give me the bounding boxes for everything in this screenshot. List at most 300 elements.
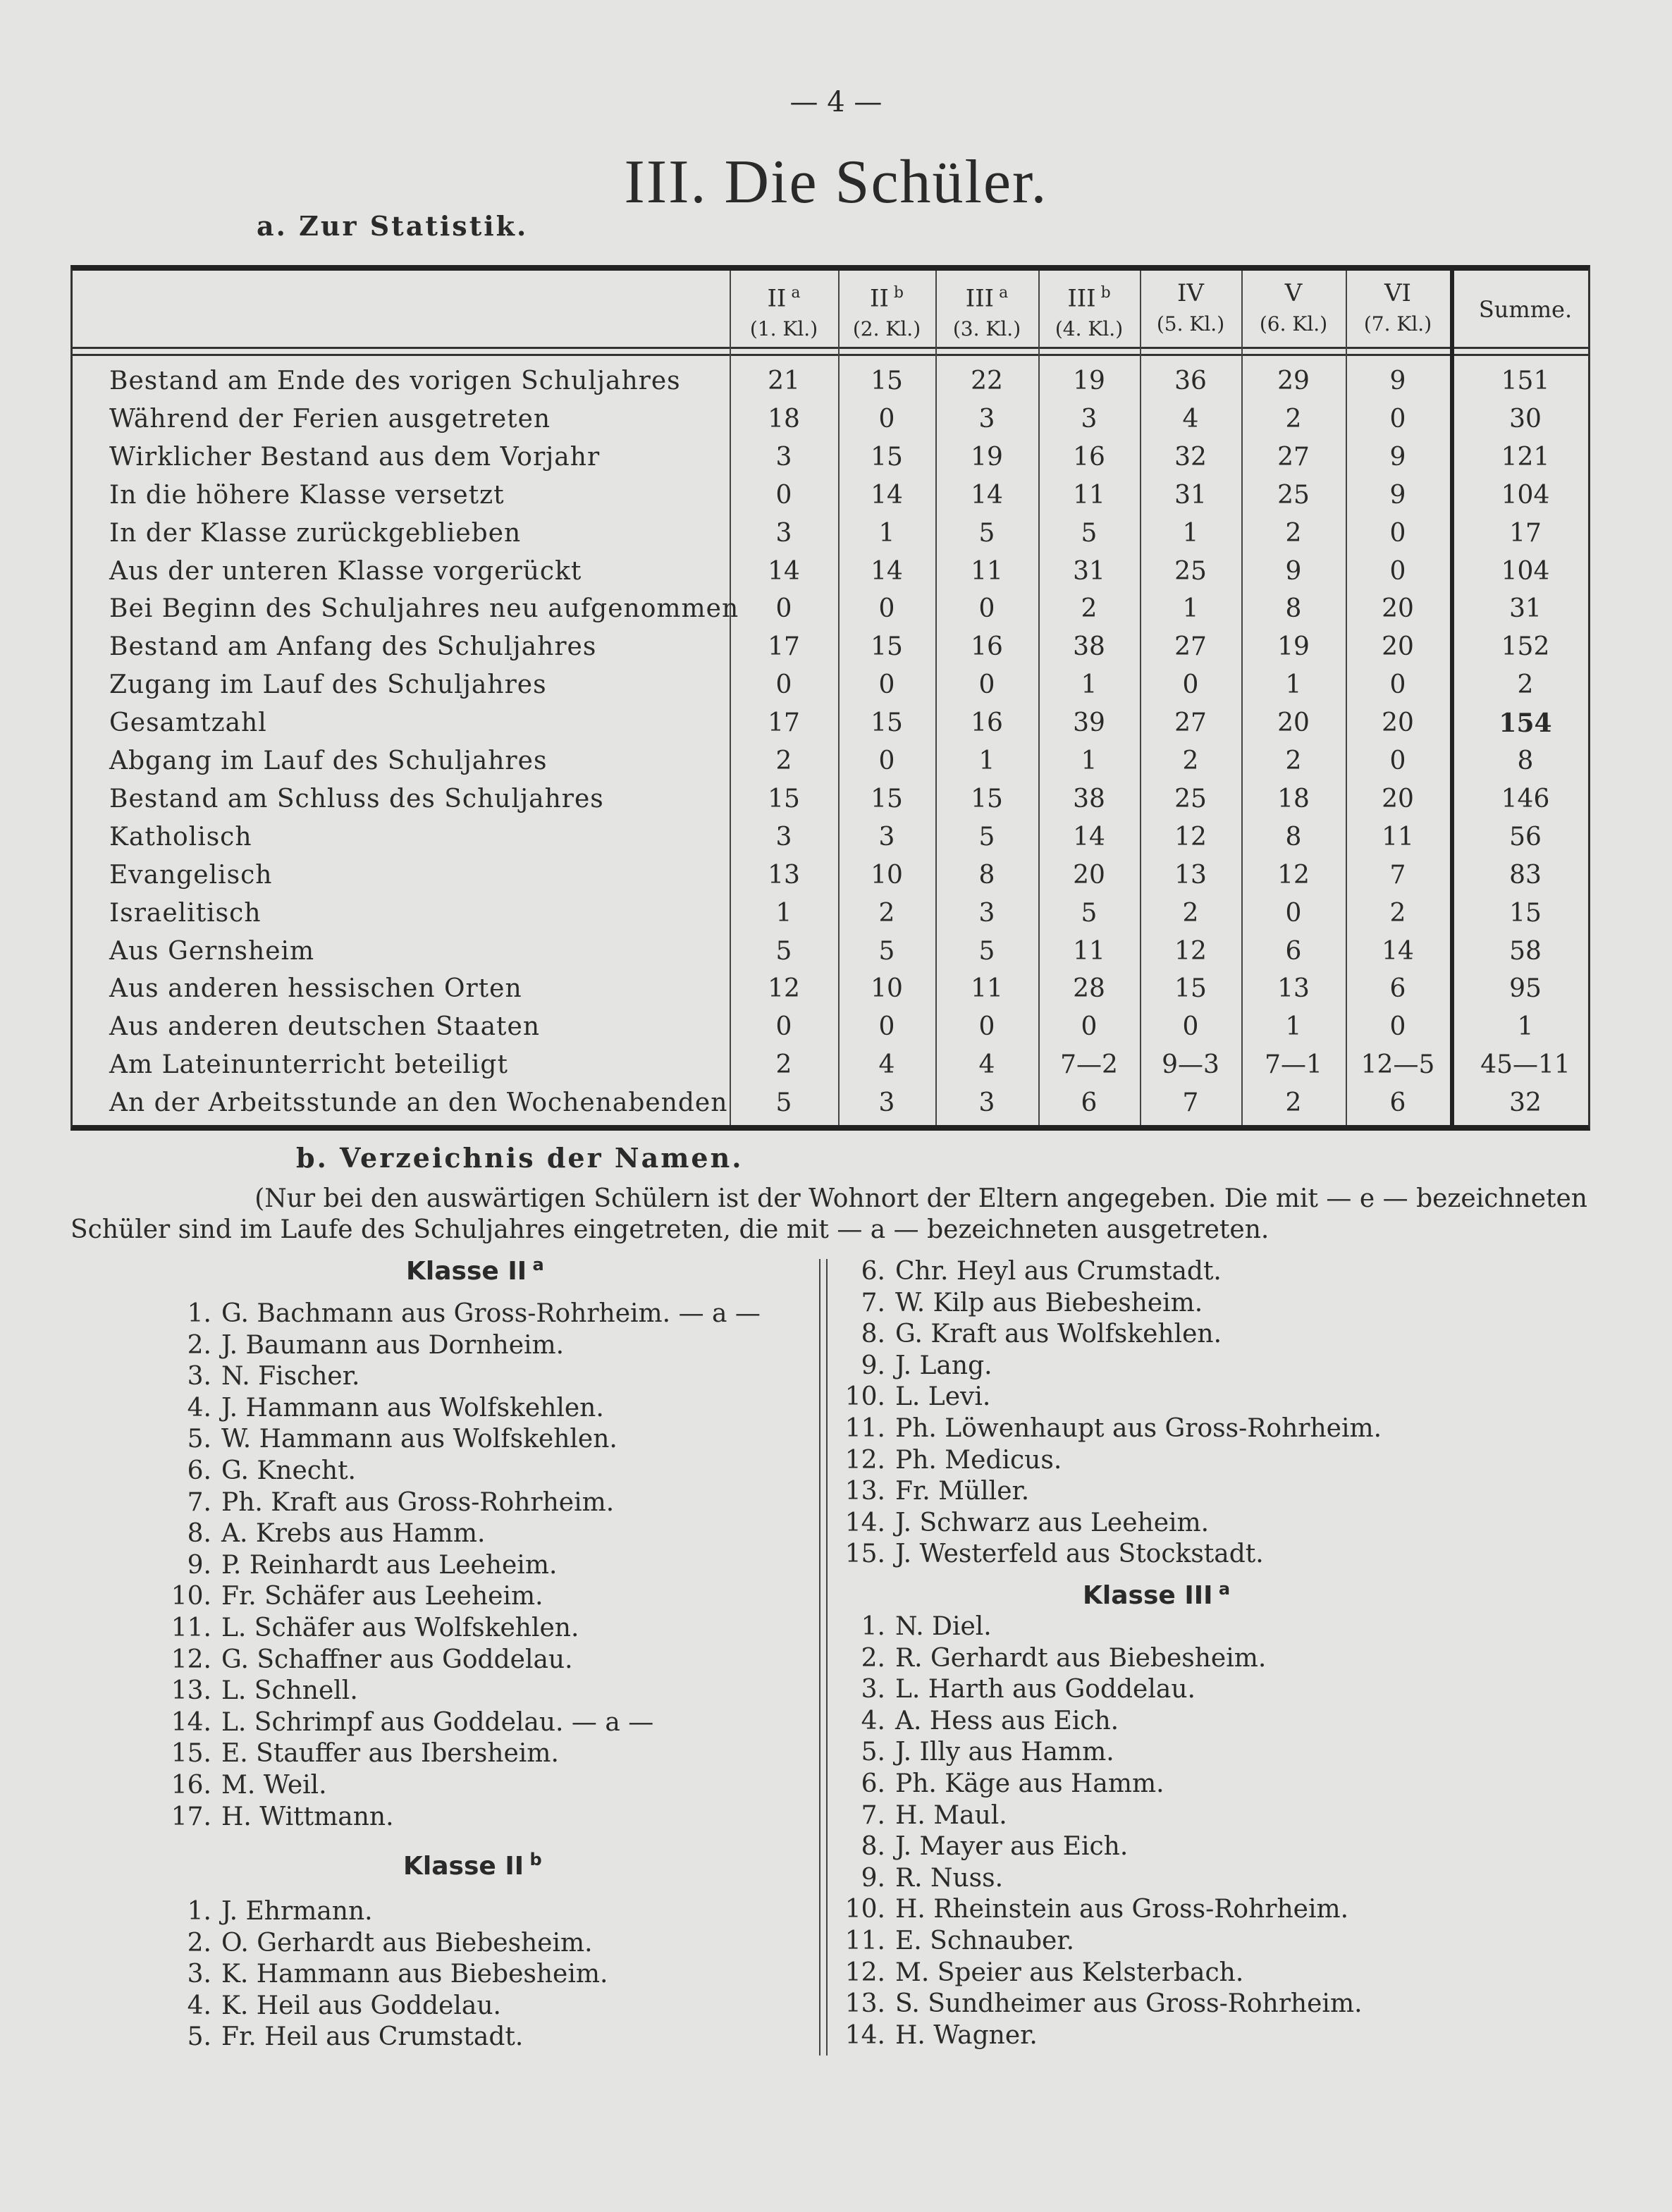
table-cell: 5 — [775, 936, 792, 966]
table-cell: 0 — [1389, 670, 1406, 700]
list-item-name: A. Hess aus Eich. — [895, 1706, 1119, 1735]
list-item — [843, 1508, 1209, 1539]
table-cell: 3 — [978, 1088, 995, 1118]
list-item-name: L. Schrimpf aus Goddelau. — a — — [221, 1707, 654, 1737]
list-item — [169, 1770, 327, 1801]
table-row — [73, 1046, 1588, 1084]
sum-cell: 146 — [1501, 784, 1550, 813]
row-label: Aus anderen deutschen Staaten — [109, 1012, 541, 1042]
list-item — [169, 1896, 373, 1927]
row-label: Während der Ferien ausgetreten — [109, 404, 551, 434]
list-item-name: E. Schnauber. — [895, 1927, 1075, 1955]
table-cell: 9 — [1389, 442, 1406, 472]
table-cell: 7—2 — [1060, 1050, 1118, 1080]
list-item — [843, 1737, 1114, 1768]
table-cell: 12 — [1174, 822, 1207, 852]
column-header — [1346, 278, 1450, 340]
list-item-name: J. Baumann aus Dornheim. — [221, 1330, 565, 1360]
table-cell: 8 — [1285, 822, 1302, 852]
class-heading-text: Klasse II — [406, 1257, 527, 1286]
table-cell: 12 — [768, 974, 800, 1004]
list-item-name: K. Heil aus Goddelau. — [221, 1991, 501, 2020]
table-cell: 12—5 — [1360, 1050, 1435, 1080]
list-item-number: 4. — [187, 1991, 211, 2020]
table-row — [73, 1008, 1588, 1046]
list-item-name: M. Speier aus Kelsterbach. — [895, 1958, 1244, 1987]
table-cell: 28 — [1073, 974, 1105, 1004]
list-item — [843, 1288, 1203, 1319]
list-item — [169, 1802, 394, 1833]
table-cell: 14 — [871, 556, 903, 586]
table-cell: 25 — [1174, 784, 1207, 813]
row-label: Israelitisch — [109, 898, 262, 928]
list-item-name: L. Schnell. — [221, 1676, 358, 1706]
table-cell: 16 — [971, 632, 1003, 662]
table-cell: 12 — [1277, 860, 1310, 890]
table-cell: 0 — [1285, 898, 1302, 928]
column-class-number: (5. Kl.) — [1156, 312, 1225, 336]
list-item-number: 5. — [861, 1738, 885, 1767]
list-item — [843, 1256, 1222, 1287]
list-item-name: K. Hammann aus Biebesheim. — [221, 1960, 608, 1989]
list-item-name: J. Westerfeld aus Stockstadt. — [895, 1540, 1264, 1569]
class-heading — [1083, 1579, 1230, 1610]
table-cell: 1 — [1081, 670, 1098, 700]
table-cell: 4 — [978, 1050, 995, 1080]
column-name: III — [965, 284, 995, 313]
list-item — [169, 1361, 359, 1392]
list-item — [169, 2022, 523, 2053]
table-cell: 7 — [1389, 860, 1406, 890]
table-cell: 5 — [978, 518, 995, 548]
table-cell: 2 — [775, 746, 792, 775]
class-heading-text: Klasse III — [1083, 1581, 1213, 1610]
list-item-number: 14. — [171, 1707, 211, 1737]
section-a-title: a. Zur Statistik. — [257, 210, 529, 242]
table-row — [73, 856, 1588, 895]
row-label: Gesamtzahl — [109, 708, 267, 738]
table-cell: 20 — [1382, 708, 1414, 738]
list-item-name: L. Schäfer aus Wolfskehlen. — [221, 1614, 579, 1642]
class-heading — [406, 1255, 544, 1286]
table-row — [73, 704, 1588, 742]
list-item-number: 2. — [187, 1330, 211, 1360]
list-item-name: W. Hammann aus Wolfskehlen. — [221, 1425, 617, 1454]
list-item-name: N. Fischer. — [221, 1362, 360, 1391]
table-cell: 9 — [1285, 556, 1302, 586]
table-cell: 0 — [978, 670, 995, 700]
table-row — [73, 400, 1588, 438]
column-header — [1038, 278, 1140, 345]
table-cell: 5 — [1081, 518, 1098, 548]
list-item — [169, 1613, 579, 1644]
table-cell: 8 — [978, 860, 995, 890]
table-row — [73, 742, 1588, 780]
list-item-name: Ph. Kraft aus Gross-Rohrheim. — [221, 1487, 615, 1517]
list-item — [843, 1989, 1363, 2020]
table-cell: 0 — [1389, 556, 1406, 586]
list-item-name: H. Maul. — [895, 1800, 1007, 1830]
row-label: Am Lateinunterricht beteiligt — [109, 1050, 508, 1080]
table-cell: 18 — [768, 404, 800, 434]
table-cell: 2 — [1285, 404, 1302, 434]
list-item-number: 13. — [171, 1676, 211, 1706]
table-cell: 2 — [1389, 898, 1406, 928]
sum-column-header: Summe. — [1478, 296, 1573, 323]
row-label: Aus anderen hessischen Orten — [109, 974, 522, 1004]
list-item-number: 6. — [861, 1769, 885, 1798]
column-header — [935, 278, 1038, 345]
column-divider — [819, 1259, 820, 2056]
list-item-name: G. Kraft aus Wolfskehlen. — [895, 1320, 1222, 1349]
table-cell: 11 — [971, 556, 1003, 586]
list-item-number: 17. — [171, 1802, 211, 1831]
list-item-number: 3. — [861, 1675, 885, 1704]
table-cell: 15 — [768, 784, 800, 813]
sum-cell: 121 — [1501, 442, 1550, 472]
column-header-name — [1038, 278, 1140, 314]
list-item-name: J. Hammann aus Wolfskehlen. — [221, 1393, 604, 1423]
list-item — [843, 1476, 1029, 1507]
list-item-number: 10. — [844, 1382, 885, 1412]
list-item-name: H. Wittmann. — [221, 1802, 394, 1831]
column-name: III — [1067, 284, 1096, 313]
table-cell: 8 — [1285, 594, 1302, 624]
class-heading-superscript: a — [1212, 1579, 1231, 1599]
table-cell: 3 — [978, 404, 995, 434]
table-cell: 6 — [1285, 936, 1302, 966]
table-cell: 14 — [1382, 936, 1414, 966]
list-item-number: 6. — [861, 1257, 885, 1286]
table-cell: 14 — [871, 480, 903, 510]
table-cell: 17 — [768, 708, 800, 738]
table-cell: 15 — [971, 784, 1003, 813]
table-cell: 0 — [978, 1012, 995, 1042]
list-item-number: 5. — [187, 1425, 211, 1454]
list-item — [843, 1643, 1266, 1674]
table-cell: 12 — [1174, 936, 1207, 966]
table-cell: 15 — [871, 708, 903, 738]
list-item — [843, 1611, 992, 1642]
list-item-name: Ph. Käge aus Hamm. — [895, 1769, 1164, 1798]
table-cell: 25 — [1277, 480, 1310, 510]
row-label: Katholisch — [109, 822, 252, 852]
table-row — [73, 590, 1588, 628]
list-item-name: M. Weil. — [221, 1771, 327, 1800]
list-item — [843, 1539, 1264, 1570]
sum-cell: 95 — [1509, 974, 1542, 1004]
column-name: IV — [1177, 279, 1204, 307]
sum-cell: 30 — [1509, 404, 1542, 434]
list-item-number: 12. — [844, 1958, 885, 1987]
list-item-number: 13. — [844, 1477, 885, 1506]
table-row — [73, 1084, 1588, 1122]
sum-cell: 151 — [1501, 367, 1550, 395]
list-item — [843, 1958, 1243, 1989]
list-item-name: Ph. Medicus. — [895, 1445, 1062, 1475]
table-cell: 3 — [1081, 404, 1098, 434]
table-cell: 7—1 — [1265, 1050, 1322, 1080]
column-header — [1241, 278, 1346, 340]
table-cell: 2 — [1285, 746, 1302, 775]
list-item — [169, 1707, 653, 1738]
table-cell: 1 — [775, 898, 792, 928]
row-label: Aus der unteren Klasse vorgerückt — [109, 556, 582, 586]
table-cell: 1 — [878, 518, 895, 548]
table-row — [73, 477, 1588, 515]
table-cell: 9 — [1389, 480, 1406, 510]
table-cell: 1 — [1081, 746, 1098, 775]
table-cell: 32 — [1174, 442, 1207, 472]
list-item — [169, 1330, 564, 1361]
column-class-number: (4. Kl.) — [1055, 317, 1124, 341]
column-name: II — [767, 284, 787, 313]
table-cell: 0 — [1389, 746, 1406, 775]
list-item-name: Chr. Heyl aus Crumstadt. — [895, 1257, 1222, 1286]
table-cell: 0 — [1389, 404, 1406, 434]
table-cell: 11 — [1073, 936, 1105, 966]
sum-cell: 83 — [1509, 860, 1542, 890]
class-heading-superscript: a — [527, 1255, 544, 1274]
list-item — [843, 1926, 1074, 1957]
table-cell: 6 — [1081, 1088, 1098, 1118]
table-cell: 0 — [878, 404, 895, 434]
row-label: Abgang im Lauf des Schuljahres — [109, 746, 548, 775]
list-item-name: L. Levi. — [895, 1382, 991, 1412]
column-divider — [826, 1259, 828, 2056]
table-cell: 10 — [871, 860, 903, 890]
list-item-number: 2. — [187, 1928, 211, 1958]
table-cell: 14 — [971, 480, 1003, 510]
table-cell: 0 — [775, 670, 792, 700]
sum-cell: 17 — [1509, 518, 1542, 548]
table-cell: 18 — [1277, 784, 1310, 813]
row-label: In die höhere Klasse versetzt — [109, 480, 505, 510]
table-cell: 16 — [971, 708, 1003, 738]
sum-cell: 15 — [1509, 898, 1542, 928]
list-item-number: 16. — [171, 1771, 211, 1800]
list-item-number: 3. — [187, 1362, 211, 1391]
list-item-name: Fr. Schäfer aus Leeheim. — [221, 1582, 543, 1611]
table-cell: 27 — [1174, 632, 1207, 662]
table-cell: 13 — [1174, 860, 1207, 890]
list-item — [169, 1676, 358, 1707]
list-item — [169, 1456, 356, 1487]
table-cell: 31 — [1174, 480, 1207, 510]
table-cell: 15 — [871, 632, 903, 662]
table-cell: 0 — [1182, 1012, 1199, 1042]
table-cell: 14 — [1073, 822, 1105, 852]
table-cell: 20 — [1073, 860, 1105, 890]
table-row — [73, 362, 1588, 400]
sum-cell: 1 — [1517, 1012, 1534, 1042]
column-superscript: a — [994, 284, 1009, 302]
table-cell: 9—3 — [1162, 1050, 1219, 1080]
row-label: Bestand am Ende des vorigen Schuljahres — [109, 367, 681, 395]
list-item-name: J. Schwarz aus Leeheim. — [895, 1508, 1210, 1537]
row-label: Bei Beginn des Schuljahres neu aufgenommen — [109, 594, 739, 624]
list-item — [843, 1800, 1007, 1831]
table-cell: 0 — [1389, 518, 1406, 548]
list-item-name: H. Rheinstein aus Gross-Rohrheim. — [895, 1895, 1349, 1924]
list-item-number: 12. — [171, 1645, 211, 1674]
header-rule — [73, 354, 1588, 356]
list-item-name: W. Kilp aus Biebesheim. — [895, 1288, 1203, 1317]
table-cell: 38 — [1073, 632, 1105, 662]
table-cell: 27 — [1277, 442, 1310, 472]
list-item-name: G. Schaffner aus Goddelau. — [221, 1645, 573, 1674]
list-item-number: 10. — [171, 1582, 211, 1611]
table-cell: 14 — [768, 556, 800, 586]
table-cell: 3 — [978, 898, 995, 928]
table-cell: 2 — [1182, 898, 1199, 928]
page-number: — 4 — — [789, 86, 883, 118]
table-cell: 3 — [775, 822, 792, 852]
column-header — [730, 278, 838, 345]
list-item-number: 7. — [861, 1800, 885, 1830]
table-cell: 15 — [871, 367, 903, 395]
list-item-number: 8. — [187, 1519, 211, 1549]
list-item-number: 15. — [171, 1739, 211, 1769]
list-item — [169, 1738, 559, 1769]
table-row — [73, 666, 1588, 704]
table-cell: 0 — [878, 670, 895, 700]
table-row — [73, 438, 1588, 477]
column-superscript: b — [1095, 284, 1111, 302]
table-cell: 15 — [871, 784, 903, 813]
sum-cell: 2 — [1517, 670, 1534, 700]
list-item — [169, 1393, 604, 1424]
table-cell: 19 — [1277, 632, 1310, 662]
table-cell: 2 — [1081, 594, 1098, 624]
list-item — [843, 1413, 1382, 1444]
sum-cell: 45—11 — [1480, 1050, 1570, 1080]
header-rule — [73, 347, 1588, 349]
table-cell: 3 — [775, 518, 792, 548]
sum-cell: 58 — [1509, 936, 1542, 966]
list-item — [169, 1928, 593, 1959]
list-item — [169, 1645, 573, 1676]
list-item — [169, 1991, 501, 2022]
list-item-name: G. Knecht. — [221, 1456, 357, 1485]
table-cell: 1 — [978, 746, 995, 775]
row-label: Evangelisch — [109, 860, 273, 890]
table-row — [73, 970, 1588, 1008]
list-item — [843, 1831, 1128, 1862]
table-cell: 0 — [878, 1012, 895, 1042]
note-line-2: Schüler sind im Laufe des Schuljahres eingetreten, die mit — a — bezeichneten ausgetreten. — [70, 1215, 1270, 1244]
table-cell: 39 — [1073, 708, 1105, 738]
table-cell: 21 — [768, 367, 800, 395]
list-item-number: 9. — [861, 1863, 885, 1893]
table-cell: 2 — [878, 898, 895, 928]
list-item-name: J. Ehrmann. — [221, 1897, 373, 1926]
table-cell: 5 — [978, 822, 995, 852]
list-item — [843, 1706, 1119, 1737]
list-item — [843, 1674, 1195, 1705]
table-cell: 15 — [1174, 974, 1207, 1004]
sum-cell: 8 — [1517, 746, 1534, 775]
list-item — [169, 1487, 614, 1518]
list-item-number: 11. — [171, 1614, 211, 1642]
list-item-number: 14. — [844, 1508, 885, 1537]
list-item-number: 7. — [187, 1487, 211, 1517]
column-header-name — [935, 278, 1038, 314]
list-item — [169, 1298, 761, 1329]
list-item-number: 12. — [844, 1445, 885, 1475]
sum-cell: 104 — [1501, 556, 1550, 586]
class-heading-superscript: b — [524, 1850, 542, 1869]
column-class-number: (3. Kl.) — [952, 317, 1021, 341]
table-cell: 22 — [971, 367, 1003, 395]
list-item — [843, 1351, 992, 1382]
column-header-name — [730, 278, 838, 314]
row-label: An der Arbeitsstunde an den Wochenabenden — [109, 1088, 728, 1118]
table-cell: 0 — [1389, 1012, 1406, 1042]
table-cell: 2 — [1182, 746, 1199, 775]
table-cell: 1 — [1182, 518, 1199, 548]
table-row — [73, 553, 1588, 591]
column-class-number: (2. Kl.) — [852, 317, 921, 341]
list-item-number: 13. — [844, 1989, 885, 2019]
column-header — [1140, 278, 1241, 340]
table-cell: 15 — [871, 442, 903, 472]
list-item — [169, 1518, 485, 1549]
list-item-number: 8. — [861, 1320, 885, 1349]
list-item — [843, 1894, 1348, 1925]
table-row — [73, 895, 1588, 933]
table-cell: 38 — [1073, 784, 1105, 813]
table-cell: 9 — [1389, 367, 1406, 395]
sum-cell: 154 — [1499, 708, 1552, 739]
list-item-number: 14. — [844, 2020, 885, 2050]
statistics-table — [70, 265, 1590, 1131]
table-cell: 20 — [1277, 708, 1310, 738]
table-cell: 6 — [1389, 1088, 1406, 1118]
table-cell: 2 — [775, 1050, 792, 1080]
list-item — [843, 1769, 1164, 1800]
list-item-name: J. Mayer aus Eich. — [895, 1832, 1129, 1862]
list-item-number: 4. — [187, 1393, 211, 1423]
table-cell: 1 — [1182, 594, 1199, 624]
list-item-name: A. Krebs aus Hamm. — [221, 1519, 486, 1549]
table-cell: 29 — [1277, 367, 1310, 395]
column-name: II — [870, 284, 889, 313]
row-label: In der Klasse zurückgeblieben — [109, 518, 522, 548]
sum-cell: 104 — [1501, 480, 1550, 510]
table-cell: 0 — [775, 594, 792, 624]
list-item — [843, 2020, 1038, 2051]
list-item-name: G. Bachmann aus Gross-Rohrheim. — a — — [221, 1299, 761, 1328]
table-cell: 0 — [978, 594, 995, 624]
table-cell: 5 — [1081, 898, 1098, 928]
list-item-number: 1. — [187, 1897, 211, 1926]
row-label: Wirklicher Bestand aus dem Vorjahr — [109, 442, 601, 472]
table-cell: 1 — [1285, 1012, 1302, 1042]
table-cell: 25 — [1174, 556, 1207, 586]
table-row — [73, 780, 1588, 818]
column-superscript: b — [888, 284, 904, 302]
table-cell: 5 — [775, 1088, 792, 1118]
table-cell: 1 — [1285, 670, 1302, 700]
list-item-number: 1. — [861, 1612, 885, 1641]
table-cell: 13 — [768, 860, 800, 890]
list-item-number: 11. — [844, 1414, 885, 1443]
table-cell: 31 — [1073, 556, 1105, 586]
table-cell: 20 — [1382, 594, 1414, 624]
table-cell: 2 — [1285, 1088, 1302, 1118]
table-cell: 0 — [878, 594, 895, 624]
